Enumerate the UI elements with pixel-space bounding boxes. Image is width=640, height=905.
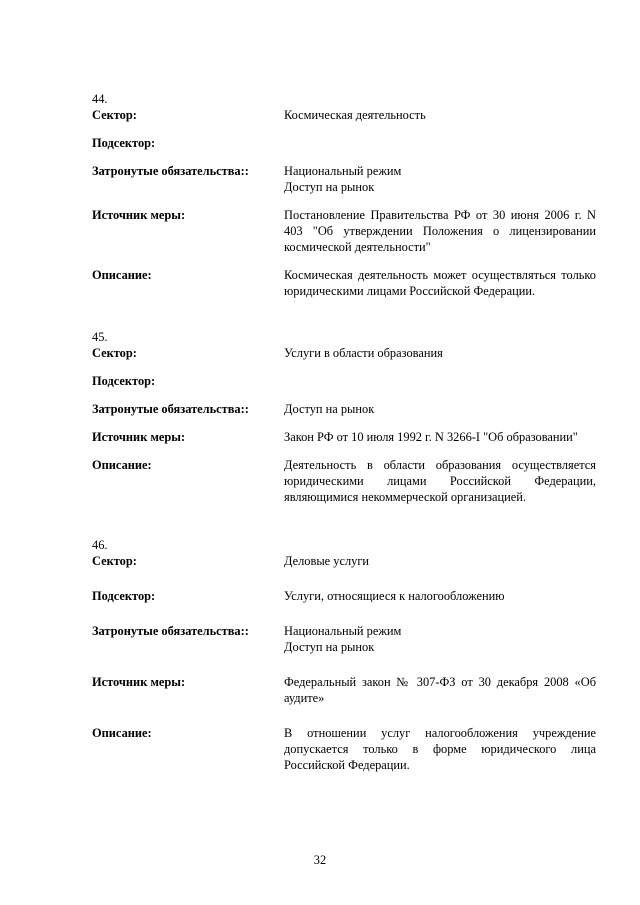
entry-44 [92,91,596,299]
sector-row [92,107,596,123]
sector-label: Сектор: [92,108,137,122]
description-row [92,725,596,773]
subsector-value: Услуги, относящиеся к налогообложению [284,589,505,603]
subsector-label: Подсектор: [92,589,156,603]
obligations-value [284,163,596,195]
entry-number: 45. [92,330,108,344]
obligation-item: Доступ на рынок [284,640,375,654]
sector-value: Деловые услуги [284,554,370,568]
subsector-row [92,135,596,151]
obligation-item: Национальный режим [284,164,402,178]
source-value: Закон РФ от 10 июля 1992 г. N 3266-I "Об образовании" [284,430,578,444]
description-value: В отношении услуг налогообложения учреждение допускается только в форме юридического лица Российской Федерации. [284,726,596,772]
obligations-label: Затронутые обязательства:: [92,624,249,638]
entry-45 [92,329,596,505]
sector-row [92,345,596,361]
source-value: Постановление Правительства РФ от 30 июня 2006 г. N 403 "Об утверждении Положения о лицензировании космической деятельности" [284,208,596,254]
subsector-label: Подсектор: [92,136,156,150]
obligations-value [284,623,596,655]
description-row [92,267,596,299]
description-value: Деятельность в области образования осуществляется юридическими лицами Российской Федерации, являющимися некоммерческой организацией. [284,458,596,504]
subsector-row [92,373,596,389]
obligation-item: Доступ на рынок [284,180,375,194]
entry-46 [92,537,596,773]
obligations-label: Затронутые обязательства:: [92,164,249,178]
obligations-value [284,401,596,417]
obligations-row [92,401,596,417]
description-label: Описание: [92,268,152,282]
source-label: Источник меры: [92,675,186,689]
obligations-row [92,623,596,655]
description-row [92,457,596,505]
subsector-value [284,135,596,151]
obligations-row [92,163,596,195]
obligations-label: Затронутые обязательства:: [92,402,249,416]
sector-value: Услуги в области образования [284,346,443,360]
description-value: Космическая деятельность может осуществляться только юридическими лицами Российской Федерации. [284,268,596,298]
page-number: 32 [313,853,327,867]
description-label: Описание: [92,458,152,472]
obligation-item: Национальный режим [284,624,402,638]
source-label: Источник меры: [92,208,186,222]
source-row [92,674,596,706]
source-value: Федеральный закон № 307-ФЗ от 30 декабря 2008 «Об аудите» [284,675,596,705]
sector-value: Космическая деятельность [284,108,426,122]
subsector-value [284,373,596,389]
sector-row [92,553,596,569]
source-row [92,429,596,445]
description-label: Описание: [92,726,152,740]
subsector-label: Подсектор: [92,374,156,388]
subsector-row [92,588,596,604]
entry-number: 44. [92,92,108,106]
source-row [92,207,596,255]
obligation-item: Доступ на рынок [284,402,375,416]
entry-number: 46. [92,538,108,552]
sector-label: Сектор: [92,346,137,360]
sector-label: Сектор: [92,554,137,568]
source-label: Источник меры: [92,430,186,444]
